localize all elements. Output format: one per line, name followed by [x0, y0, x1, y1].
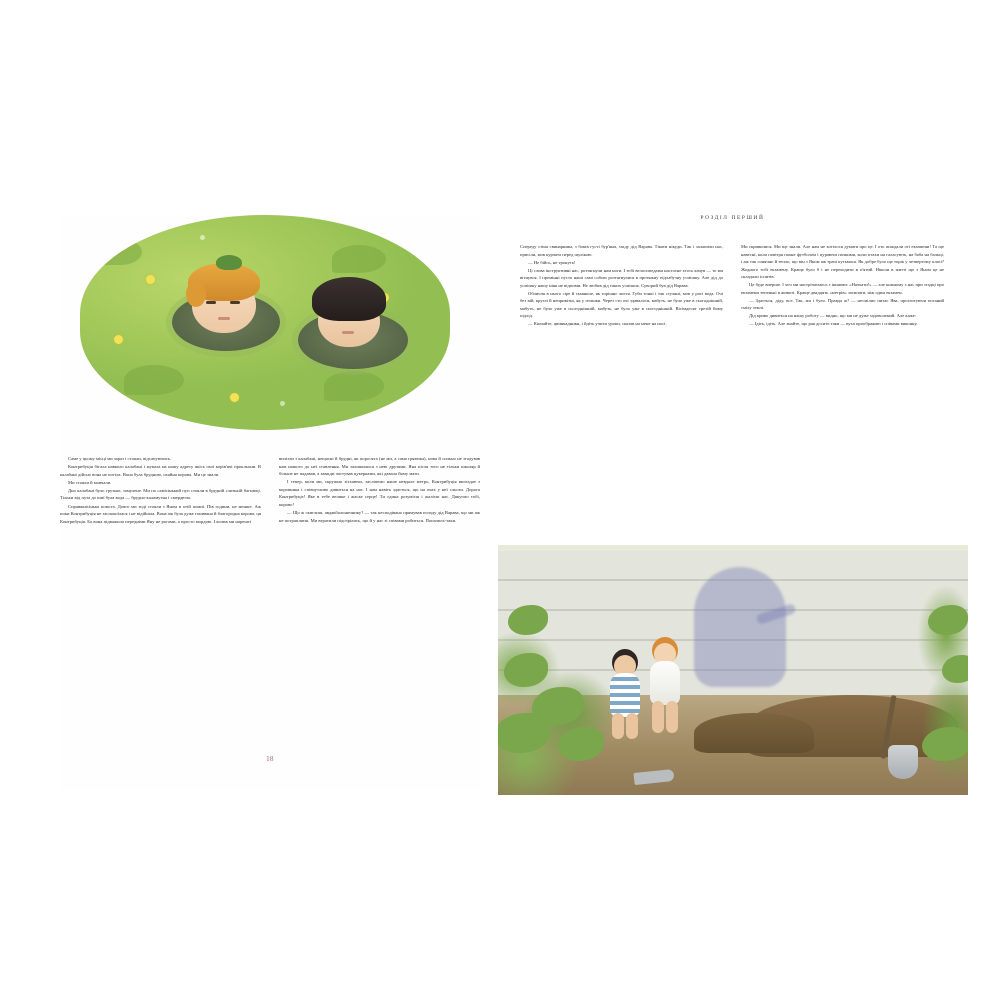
left-column-two: [279, 455, 480, 526]
leg: [666, 701, 678, 733]
mouth: [218, 317, 230, 320]
paragraph: — Здається, діду, все. Так, ми і було. Правда ж? — несмілио питає Ява, проглотуючи поганий сміху землі.: [741, 297, 944, 311]
pond-speck: [200, 235, 205, 240]
pond-illustration: [80, 215, 450, 430]
pond-flower: [114, 335, 123, 344]
child-head-blond: [188, 261, 262, 333]
running-head: РОЗДІЛ ПЕРШИЙ: [700, 215, 765, 221]
eye: [230, 301, 240, 304]
right-page: [520, 215, 945, 790]
striped-shirt: [610, 673, 640, 717]
paragraph: Дно калабані було грузьке, замулене. Ми по самісінький пуп стояли в брудній слизькій багнюці. Тільки від пуза до шиї була вода — брудно-каламутна і смердюча.: [60, 487, 261, 501]
shovel-blade: [888, 745, 918, 779]
leg: [652, 701, 664, 733]
paragraph: — Що ж скиглиш, авдакбалоничнику? — так несподівано прямував позаду дід Варава, що ми аж не потрапляєш. Ми втратили підозрілись, що й у нас зі співами робиться. Попались-таки.: [279, 510, 480, 523]
right-column-two: [741, 243, 944, 329]
figure-shadow: [694, 567, 786, 687]
leaf: [922, 727, 968, 761]
pond-leaf: [332, 245, 386, 273]
pond-flower: [146, 275, 155, 284]
hair-side: [186, 281, 206, 307]
pond-speck: [280, 401, 285, 406]
eye: [206, 301, 216, 304]
white-shirt: [650, 661, 680, 705]
right-page-columns: [520, 243, 945, 329]
pond-leaf: [324, 371, 384, 401]
leg: [612, 713, 624, 739]
paragraph: — Кінчайте, цвинкадники, і йдіть учити уроки, сказав на мене на носі.: [528, 321, 667, 327]
right-column-one: [520, 243, 723, 329]
paragraph: І тепер, коли ми, скрушно зітхаючи, засліпемо наше невдале метро, Контрибуція вигладае з коровника і співчутливо дивиться на нас. І нам навіть здається, що на очах у неї сльози. Дорога Контрибуціє! Яке в тебе велике і жаске серце! Ти єдина розумієш і жалієш нас. Дякуємо тобі, корово!: [279, 479, 480, 508]
left-page: [60, 215, 480, 790]
pond-leaf: [98, 239, 142, 265]
paragraph: Контрибуція бігала навколо калабані і мукала на нашу адресу якісь свої корів'ячі прокльони. В калабані дійсно вона не потіла. Вона була брудною, охайна корова. Ми це знали.: [60, 464, 261, 477]
paragraph: Справжнісінька помста. Довго ми тоді стояли з Яном в отій помиї. Пів години, не менше. Аж поки Контрибуція не заспокоїлася і не відійшла. Вона аж була дуже гонивана й благородна корова, ця Контрибуція. Бо вона підважила передніми Яну не рогами, а просто мордою. І колив ми нарешті: [60, 503, 261, 524]
hair: [312, 277, 386, 321]
paragraph: вилізли з калабані, нещасні й брудні, як поросята (не ми, а сама грязюка), нова й сильно не згадував нам нашого до неї ставлення. Ми залишилися з нею друзями. Яна після того не тільки школяр й більше не падавав, а завжди частував цукерками, які давала йому мати.: [279, 456, 480, 477]
page-number: 18: [266, 755, 274, 763]
paragraph: Обличчя в нього сіре й тьмяніле, як торішнє листя. Губи тонкі і так стуляні, мов у роті вода. Очі без вій, круглі й непривітні, як у пташки. Через сто очі здавалося, мабуть, не було уже в сьогоднішній, мабуть, не було уже в сьогоднішній, мабуть, не було уже в сьогоднішній. Вісімдесят третій йому підхід.: [520, 290, 723, 319]
paragraph: Ці слова інструктивні нас, розтягнули нам ноги. І тобі велосипедами настоєне хтось качув — то ми вітнувся. І промінні пусто наші самі собою розтягнулися в протяжну підлабузну усмішку. Але дід до усмішку нашу ніяк не відповів. Не любив дід таких усмішок. Суворий був дід Варава.: [520, 267, 723, 288]
paragraph: Саме у цьому місці ми зараз і стояли, відсапуючись.: [68, 456, 172, 461]
left-page-columns: [60, 455, 480, 526]
wall-illustration: [498, 545, 968, 795]
paragraph: Ми стояли й мовчали.: [68, 479, 112, 485]
paragraph: Ми скривилися. Ми ще знали. Але нам не хотілося думати про це. І ото пиждали оті екзамени! Та ще навесні, коли повітря пахне футболом і цураючи палкими, коли птахи на галасують, на баба на бальці, і аж так сонячно й тепло, що він з Яном аж трачі кутьмася. Як добре було ще торік у четвертому класі? Жодного тобі екзамену. Краще було б і не переходити в п'ятий. Ніколи в житті ще з Яном це не складали іспитів.: [741, 244, 944, 280]
mouth: [342, 331, 354, 334]
pond-leaf: [124, 365, 184, 395]
left-column-one: [60, 455, 261, 526]
paragraph: Дід криво дивиться на нашу роботу — видно, що ми не дуже задоволений. Але каже:: [749, 313, 917, 319]
child-head-dark: [312, 277, 386, 349]
dirt-mound: [694, 713, 814, 753]
frog-icon: [216, 255, 242, 270]
leg: [626, 713, 638, 739]
paragraph: Це буде вперше. І хоч ми настрічаємось з іншими: «Начхати!» — але кожному з нас при згадці про екзамени тепенькі в животі. Краще двадцять «метрів» засипати, ніж один екзамен.: [741, 282, 944, 295]
paragraph: Спереду стіна свинарника, з боків густі бур'яни, ззаду дід Варава. Тікати нікуди. Так і залапили нас, присіли, мов курчата перед шулікою.: [520, 244, 723, 257]
pond-flower: [230, 393, 239, 402]
paragraph: — Не бійсь, не тронуть!: [528, 259, 576, 265]
paragraph: — Ідіть, ідіть. Але знайте, що рая досить таки — вуха проображаю і співами виконну.: [749, 321, 918, 327]
